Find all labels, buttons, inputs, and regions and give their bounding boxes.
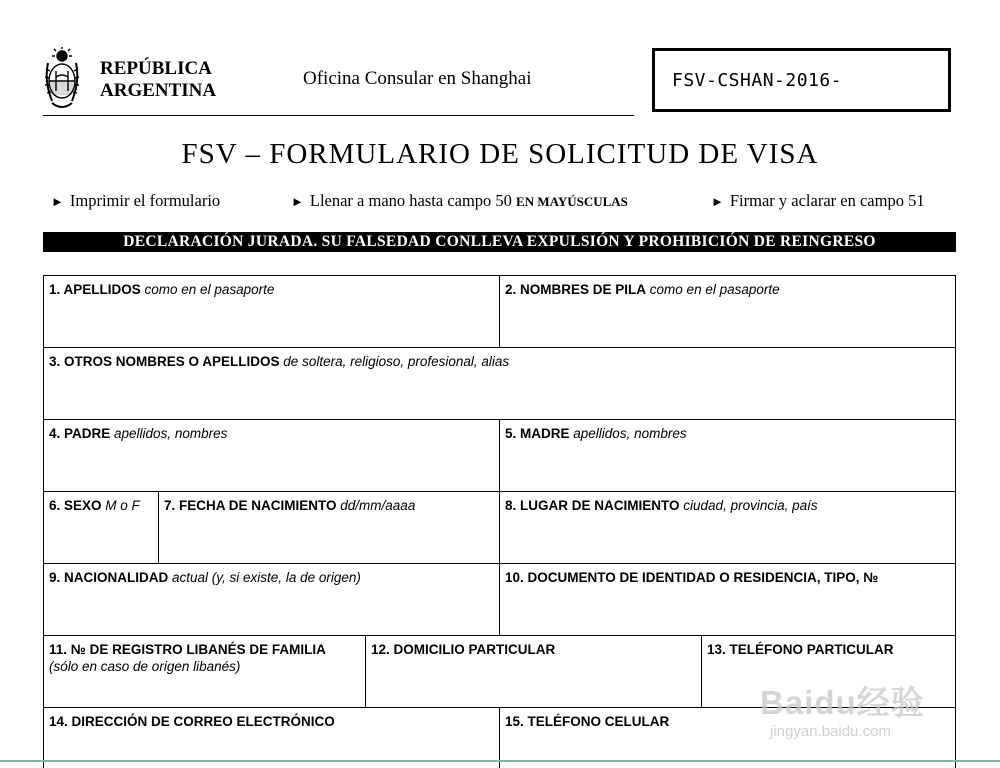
field-otros-nombres[interactable] — [43, 347, 956, 420]
field-apellidos[interactable] — [43, 275, 500, 348]
form-title: FSV – FORMULARIO DE SOLICITUD DE VISA — [181, 138, 819, 170]
field-fecha-de-nacimiento[interactable] — [158, 491, 500, 564]
field-label: 14. DIRECCIÓN DE CORREO ELECTRÓNICO — [49, 714, 335, 729]
field-sexo[interactable] — [43, 491, 159, 564]
field-madre[interactable] — [499, 419, 956, 492]
field-lugar-de-nacimiento[interactable] — [499, 491, 956, 564]
field-hint: M o F — [105, 498, 140, 513]
field-label: 2. NOMBRES DE PILA — [505, 282, 647, 297]
field-label: 8. LUGAR DE NACIMIENTO — [505, 498, 680, 513]
instruction-print-text: Imprimir el formulario — [69, 191, 221, 210]
field-label: 5. MADRE — [505, 426, 570, 441]
field-label: 13. TELÉFONO PARTICULAR — [707, 642, 894, 657]
baidu-watermark — [760, 677, 950, 747]
field-label: 11. № DE REGISTRO LIBANÉS DE FAMILIA — [49, 642, 326, 657]
bottom-divider — [0, 760, 1000, 762]
field-domicilio-particular[interactable] — [365, 635, 702, 708]
declaration-banner: DECLARACIÓN JURADA. SU FALSEDAD CONLLEVA EXPULSIÓN Y PROHIBICIÓN DE REINGRESO — [43, 232, 956, 252]
form-code: FSV-CSHAN-2016- — [672, 70, 843, 91]
field-label: 4. PADRE — [49, 426, 111, 441]
field-documento-identidad[interactable] — [499, 563, 956, 636]
instruction-print — [51, 191, 220, 211]
field-hint: (sólo en caso de origen libanés) — [49, 659, 241, 674]
field-correo-electronico[interactable] — [43, 707, 500, 768]
field-hint: actual (y, si existe, la de origen) — [172, 570, 361, 585]
instruction-fill — [291, 191, 628, 211]
instruction-fill-caps: EN MAYÚSCULAS — [516, 194, 628, 209]
field-registro-libanes[interactable] — [43, 635, 366, 708]
field-label: 1. APELLIDOS — [49, 282, 141, 297]
field-hint: apellidos, nombres — [573, 426, 687, 441]
country-line-1: REPÚBLICA — [100, 58, 212, 79]
header-divider — [43, 115, 634, 116]
instruction-sign-text: Firmar y aclarar en campo 51 — [729, 191, 925, 210]
field-label: 7. FECHA DE NACIMIENTO — [164, 498, 337, 513]
field-hint: como en el pasaporte — [649, 282, 780, 297]
field-label: 12. DOMICILIO PARTICULAR — [371, 642, 556, 657]
field-padre[interactable] — [43, 419, 500, 492]
field-label: 3. OTROS NOMBRES O APELLIDOS — [49, 354, 280, 369]
form-code-box — [652, 48, 951, 112]
watermark-main: Baidu经验 — [760, 684, 925, 721]
field-hint: de soltera, religioso, profesional, alias — [283, 354, 510, 369]
arrow-right-icon: ► — [711, 194, 724, 209]
field-nacionalidad[interactable] — [43, 563, 500, 636]
arrow-right-icon: ► — [291, 194, 304, 209]
consular-office: Oficina Consular en Shanghai — [303, 68, 532, 89]
arrow-right-icon: ► — [51, 194, 64, 209]
field-hint: apellidos, nombres — [114, 426, 228, 441]
field-nombres-de-pila[interactable] — [499, 275, 956, 348]
field-label: 10. DOCUMENTO DE IDENTIDAD O RESIDENCIA, TIPO, № — [505, 570, 879, 585]
field-hint: dd/mm/aaaa — [340, 498, 416, 513]
argentina-coat-of-arms-icon — [44, 47, 80, 113]
field-label: 9. NACIONALIDAD — [49, 570, 169, 585]
field-hint: como en el pasaporte — [144, 282, 275, 297]
country-line-2: ARGENTINA — [100, 80, 217, 101]
watermark-sub: jingyan.baidu.com — [770, 723, 891, 740]
country-name — [100, 58, 216, 102]
instruction-sign — [711, 191, 925, 211]
field-label: 6. SEXO — [49, 498, 102, 513]
instruction-fill-text: Llenar a mano hasta campo 50 — [309, 191, 512, 210]
field-hint: ciudad, provincia, país — [683, 498, 818, 513]
field-label: 15. TELÉFONO CELULAR — [505, 714, 670, 729]
